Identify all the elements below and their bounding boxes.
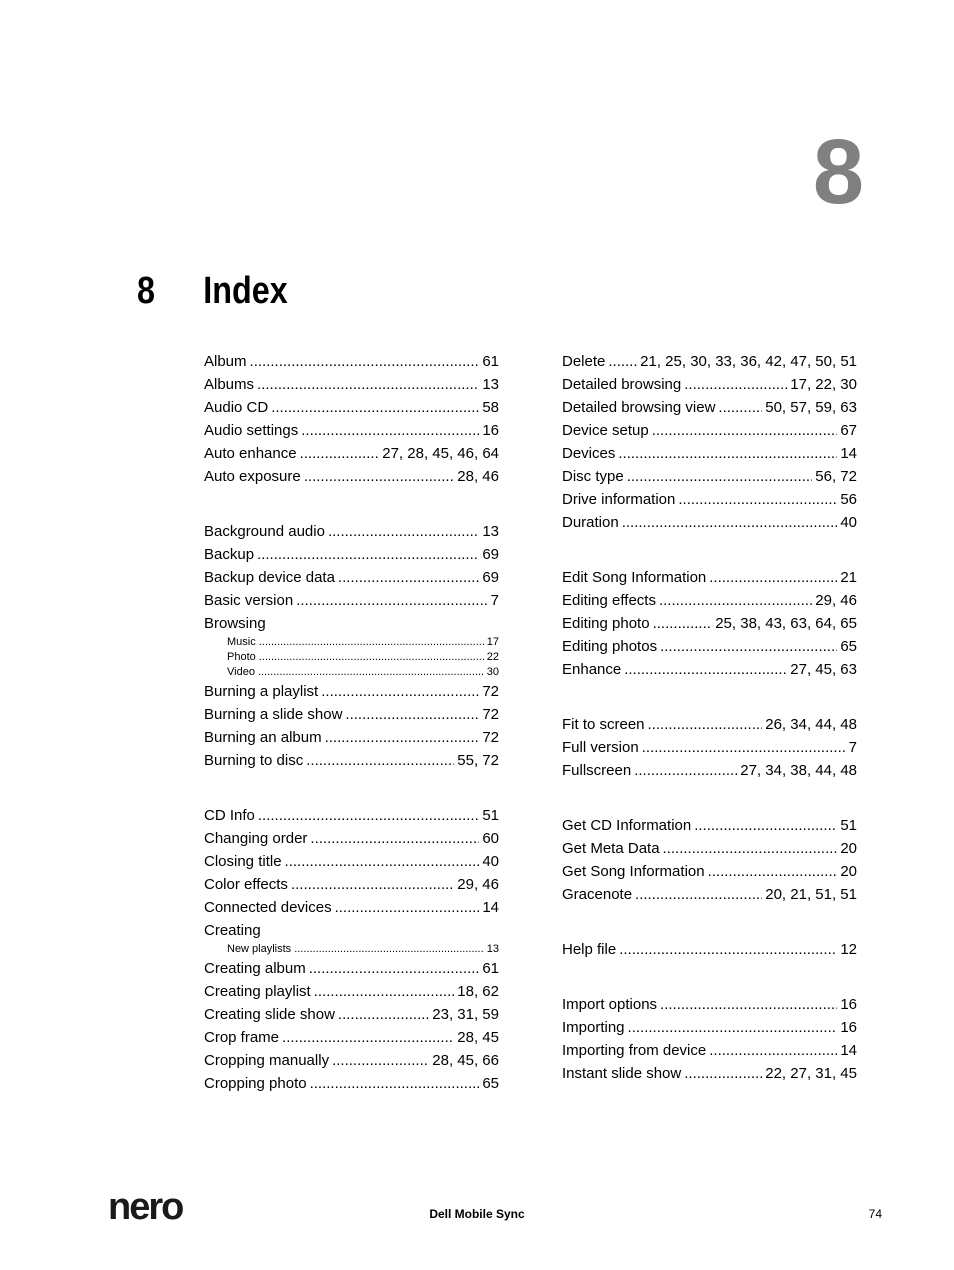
- index-entry-term: Creating slide show: [204, 1006, 335, 1023]
- index-entry-term: Crop frame: [204, 1029, 280, 1046]
- index-entry-pages: 28, 46: [457, 468, 499, 485]
- index-entry-pages: 28, 45, 66: [432, 1052, 499, 1069]
- index-entry-term: Disc type: [562, 468, 624, 485]
- index-entry: [204, 703, 499, 726]
- index-subentry: [204, 635, 499, 650]
- index-entry-term: Fit to screen: [562, 716, 645, 733]
- index-entry-pages: 22, 27, 31, 45: [765, 1065, 857, 1082]
- index-entry-term: Basic version: [204, 592, 294, 609]
- index-entry-term: Duration: [562, 514, 619, 531]
- index-entry-pages: 16: [840, 996, 857, 1013]
- dot-leader: [624, 658, 787, 681]
- index-entry-term: Help file: [562, 941, 617, 958]
- index-entry: [562, 713, 857, 736]
- index-entry-term: Full version: [562, 739, 639, 756]
- index-entry: [204, 350, 499, 373]
- index-entry: [204, 465, 499, 488]
- chapter-number-graphic: 8: [812, 121, 862, 223]
- index-entry: [204, 726, 499, 749]
- index-heading: Creating: [204, 922, 261, 939]
- dot-leader: [332, 1049, 429, 1072]
- index-entry-pages: 40: [482, 853, 499, 870]
- index-entry: [204, 827, 499, 850]
- index-entry-term: Instant slide show: [562, 1065, 682, 1082]
- index-subentry-pages: 17: [486, 636, 499, 648]
- index-entry-pages: 16: [482, 422, 499, 439]
- dot-leader: [709, 1039, 837, 1062]
- index-subentry-pages: 30: [486, 666, 499, 678]
- index-entry-pages: 18, 62: [457, 983, 499, 1000]
- index-entry: [562, 465, 857, 488]
- index-entry-pages: 72: [482, 683, 499, 700]
- index-entry-term: Detailed browsing view: [562, 399, 716, 416]
- index-group: [204, 520, 499, 772]
- index-entry: [204, 396, 499, 419]
- dot-leader: [338, 1003, 429, 1026]
- index-entry: [204, 850, 499, 873]
- index-entry-term: CD Info: [204, 807, 255, 824]
- dot-leader: [306, 749, 454, 772]
- dot-leader: [257, 543, 479, 566]
- index-entry: [204, 1049, 499, 1072]
- index-entry-pages: 26, 34, 44, 48: [765, 716, 857, 733]
- index-group: [204, 350, 499, 488]
- index-subentry-term: Video: [227, 666, 255, 678]
- index-subentry-term: Music: [227, 636, 256, 648]
- index-entry: [562, 442, 857, 465]
- index-entry-pages: 20: [840, 840, 857, 857]
- index-entry: [562, 488, 857, 511]
- index-entry-pages: 14: [482, 899, 499, 916]
- index-entry-pages: 28, 45: [457, 1029, 499, 1046]
- index-entry-pages: 56, 72: [815, 468, 857, 485]
- dot-leader: [608, 350, 637, 373]
- index-entry-pages: 51: [482, 807, 499, 824]
- dot-leader: [619, 938, 837, 961]
- index-entry: [204, 566, 499, 589]
- index-entry: [204, 896, 499, 919]
- index-entry: [562, 589, 857, 612]
- index-entry: [204, 1026, 499, 1049]
- index-heading: Browsing: [204, 615, 266, 632]
- dot-leader: [310, 1072, 480, 1095]
- index-subentry-term: New playlists: [227, 943, 292, 955]
- index-entry-term: Import options: [562, 996, 658, 1013]
- index-entry-pages: 27, 45, 63: [790, 661, 857, 678]
- index-entry: [562, 635, 857, 658]
- index-entry-term: Burning to disc: [204, 752, 304, 769]
- dot-leader: [684, 1062, 762, 1085]
- index-entry-pages: 27, 34, 38, 44, 48: [740, 762, 857, 779]
- index-entry: [204, 873, 499, 896]
- dot-leader: [258, 804, 479, 827]
- index-subentry-pages: 13: [486, 943, 499, 955]
- dot-leader: [659, 589, 812, 612]
- index-entry-term: Creating playlist: [204, 983, 311, 1000]
- index-entry-term: Enhance: [562, 661, 622, 678]
- index-entry: [204, 543, 499, 566]
- dot-leader: [622, 511, 838, 534]
- index-entry-pages: 20, 21, 51, 51: [765, 886, 857, 903]
- index-entry-pages: 21, 25, 30, 33, 36, 42, 47, 50, 51: [640, 353, 857, 370]
- index-entry-pages: 56: [840, 491, 857, 508]
- index-entry-term: Connected devices: [204, 899, 332, 916]
- dot-leader: [310, 827, 479, 850]
- dot-leader: [634, 759, 737, 782]
- index-entry: [204, 680, 499, 703]
- index-entry: [562, 1039, 857, 1062]
- dot-leader: [271, 396, 479, 419]
- index-entry-term: Delete: [562, 353, 606, 370]
- index-entry: [204, 589, 499, 612]
- dot-leader: [282, 1026, 454, 1049]
- index-entry: [562, 419, 857, 442]
- index-entry-term: Backup device data: [204, 569, 335, 586]
- dot-leader: [259, 635, 484, 650]
- dot-leader: [652, 419, 838, 442]
- index-entry-term: Background audio: [204, 523, 325, 540]
- index-entry-term: Importing from device: [562, 1042, 707, 1059]
- index-entry: [204, 980, 499, 1003]
- index-entry-pages: 69: [482, 546, 499, 563]
- index-entry: [562, 938, 857, 961]
- index-entry: [562, 814, 857, 837]
- index-entry-term: Albums: [204, 376, 255, 393]
- index-entry-pages: 13: [482, 523, 499, 540]
- page-title: [137, 270, 288, 313]
- index-entry-pages: 65: [840, 638, 857, 655]
- dot-leader: [718, 396, 762, 419]
- dot-leader: [627, 465, 813, 488]
- index-entry-pages: 60: [482, 830, 499, 847]
- index-entry-term: Cropping manually: [204, 1052, 330, 1069]
- chapter-number: 8: [137, 270, 155, 312]
- index-entry: [562, 837, 857, 860]
- dot-leader: [314, 980, 455, 1003]
- index-entry-term: Backup: [204, 546, 255, 563]
- index-entry-term: Changing order: [204, 830, 308, 847]
- index-subentry-pages: 22: [486, 651, 499, 663]
- index-entry: [204, 749, 499, 772]
- dot-leader: [653, 612, 713, 635]
- index-entry-term: Burning an album: [204, 729, 322, 746]
- index-entry-term: Edit Song Information: [562, 569, 707, 586]
- index-entry-term: Get Song Information: [562, 863, 705, 880]
- index-entry-pages: 55, 72: [457, 752, 499, 769]
- index-entry: [562, 883, 857, 906]
- dot-leader: [335, 896, 480, 919]
- dot-leader: [309, 957, 480, 980]
- index-entry-term: Drive information: [562, 491, 676, 508]
- index-entry-term: Auto enhance: [204, 445, 297, 462]
- index-entry-term: Gracenote: [562, 886, 633, 903]
- index-entry-pages: 7: [848, 739, 857, 756]
- dot-leader: [296, 589, 487, 612]
- index-entry-term: Editing effects: [562, 592, 656, 609]
- index-entry-pages: 50, 57, 59, 63: [765, 399, 857, 416]
- index-entry-pages: 16: [840, 1019, 857, 1036]
- index-entry-term: Closing title: [204, 853, 282, 870]
- index-entry-term: Auto exposure: [204, 468, 301, 485]
- dot-leader: [325, 726, 480, 749]
- chapter-title: Index: [203, 270, 288, 312]
- index-entry-pages: 61: [482, 960, 499, 977]
- index-subentry: [204, 650, 499, 665]
- dot-leader: [259, 650, 484, 665]
- index-entry: [204, 957, 499, 980]
- index-entry-pages: 69: [482, 569, 499, 586]
- index-entry-term: Get CD Information: [562, 817, 692, 834]
- index-entry-pages: 21: [840, 569, 857, 586]
- index-group: [562, 814, 857, 906]
- index-subentry: [204, 665, 499, 680]
- dot-leader: [300, 442, 380, 465]
- dot-leader: [321, 680, 479, 703]
- dot-leader: [694, 814, 837, 837]
- index-entry-term: Editing photo: [562, 615, 650, 632]
- index-group: [562, 993, 857, 1085]
- index-entry-pages: 13: [482, 376, 499, 393]
- index-entry-pages: 72: [482, 706, 499, 723]
- index-entry-pages: 29, 46: [457, 876, 499, 893]
- index-entry: [562, 1016, 857, 1039]
- index-group: [562, 713, 857, 782]
- dot-leader: [628, 1016, 838, 1039]
- dot-leader: [304, 465, 455, 488]
- index-entry-pages: 20: [840, 863, 857, 880]
- dot-leader: [663, 837, 838, 860]
- index-entry-term: Color effects: [204, 876, 288, 893]
- index-entry: [562, 736, 857, 759]
- dot-leader: [294, 942, 484, 957]
- index-entry-pages: 14: [840, 445, 857, 462]
- index-entry: [204, 419, 499, 442]
- index-entry: [562, 511, 857, 534]
- dot-leader: [257, 373, 479, 396]
- index-entry-pages: 25, 38, 43, 63, 64, 65: [715, 615, 857, 632]
- index-entry: [562, 612, 857, 635]
- index-entry-term: Device setup: [562, 422, 649, 439]
- page-number: 74: [868, 1207, 882, 1221]
- dot-leader: [345, 703, 479, 726]
- index-entry-term: Fullscreen: [562, 762, 632, 779]
- index-entry-term: Cropping photo: [204, 1075, 307, 1092]
- index-entry-term: Get Meta Data: [562, 840, 660, 857]
- dot-leader: [258, 665, 484, 680]
- index-subentry-term: Photo: [227, 651, 256, 663]
- index-column-right: [562, 350, 857, 1117]
- index-entry: [562, 373, 857, 396]
- index-entry: [562, 759, 857, 782]
- index-group: [562, 350, 857, 534]
- dot-leader: [635, 883, 762, 906]
- dot-leader: [291, 873, 454, 896]
- index-entry-term: Burning a playlist: [204, 683, 319, 700]
- index-entry: [562, 566, 857, 589]
- index-entry: [562, 350, 857, 373]
- index-entry-pages: 29, 46: [815, 592, 857, 609]
- dot-leader: [684, 373, 787, 396]
- dot-leader: [618, 442, 837, 465]
- index-entry: [204, 442, 499, 465]
- index-entry: [562, 396, 857, 419]
- index-entry-pages: 27, 28, 45, 46, 64: [382, 445, 499, 462]
- index-entry-term: Devices: [562, 445, 616, 462]
- index-entry-term: Audio settings: [204, 422, 299, 439]
- dot-leader: [660, 993, 837, 1016]
- dot-leader: [285, 850, 480, 873]
- index-entry-term: Burning a slide show: [204, 706, 343, 723]
- index-entry-pages: 72: [482, 729, 499, 746]
- index-entry-term: Album: [204, 353, 247, 370]
- index-group: [562, 566, 857, 681]
- index-entry: [204, 1072, 499, 1095]
- index-entry: [204, 804, 499, 827]
- nero-logo-text: nero: [108, 1188, 183, 1224]
- index-entry-pages: 51: [840, 817, 857, 834]
- index-entry: [562, 658, 857, 681]
- index-column-left: [204, 350, 499, 1127]
- index-entry: [204, 1003, 499, 1026]
- index-entry-pages: 58: [482, 399, 499, 416]
- index-entry-term: Editing photos: [562, 638, 658, 655]
- footer-title: Dell Mobile Sync: [429, 1207, 525, 1221]
- dot-leader: [642, 736, 846, 759]
- index-entry-pages: 12: [840, 941, 857, 958]
- index-entry: [562, 1062, 857, 1085]
- index-entry-term: Detailed browsing: [562, 376, 682, 393]
- index-entry: [204, 520, 499, 543]
- index-subentry: [204, 942, 499, 957]
- index-entry-term: Audio CD: [204, 399, 269, 416]
- index-entry: [562, 860, 857, 883]
- index-entry-pages: 67: [840, 422, 857, 439]
- index-entry-pages: 61: [482, 353, 499, 370]
- index-group: [562, 938, 857, 961]
- dot-leader: [648, 713, 763, 736]
- index-entry-pages: 17, 22, 30: [790, 376, 857, 393]
- index-group: [204, 804, 499, 1095]
- dot-leader: [708, 860, 838, 883]
- index-entry-pages: 7: [490, 592, 499, 609]
- index-entry-term: Creating album: [204, 960, 306, 977]
- index-entry-term: Importing: [562, 1019, 625, 1036]
- dot-leader: [678, 488, 837, 511]
- dot-leader: [338, 566, 479, 589]
- index-entry: [562, 993, 857, 1016]
- index-entry: [204, 373, 499, 396]
- index-entry-pages: 23, 31, 59: [432, 1006, 499, 1023]
- dot-leader: [709, 566, 837, 589]
- dot-leader: [301, 419, 479, 442]
- index-entry-pages: 40: [840, 514, 857, 531]
- dot-leader: [250, 350, 480, 373]
- index-entry-pages: 14: [840, 1042, 857, 1059]
- dot-leader: [660, 635, 837, 658]
- dot-leader: [328, 520, 479, 543]
- index-entry-pages: 65: [482, 1075, 499, 1092]
